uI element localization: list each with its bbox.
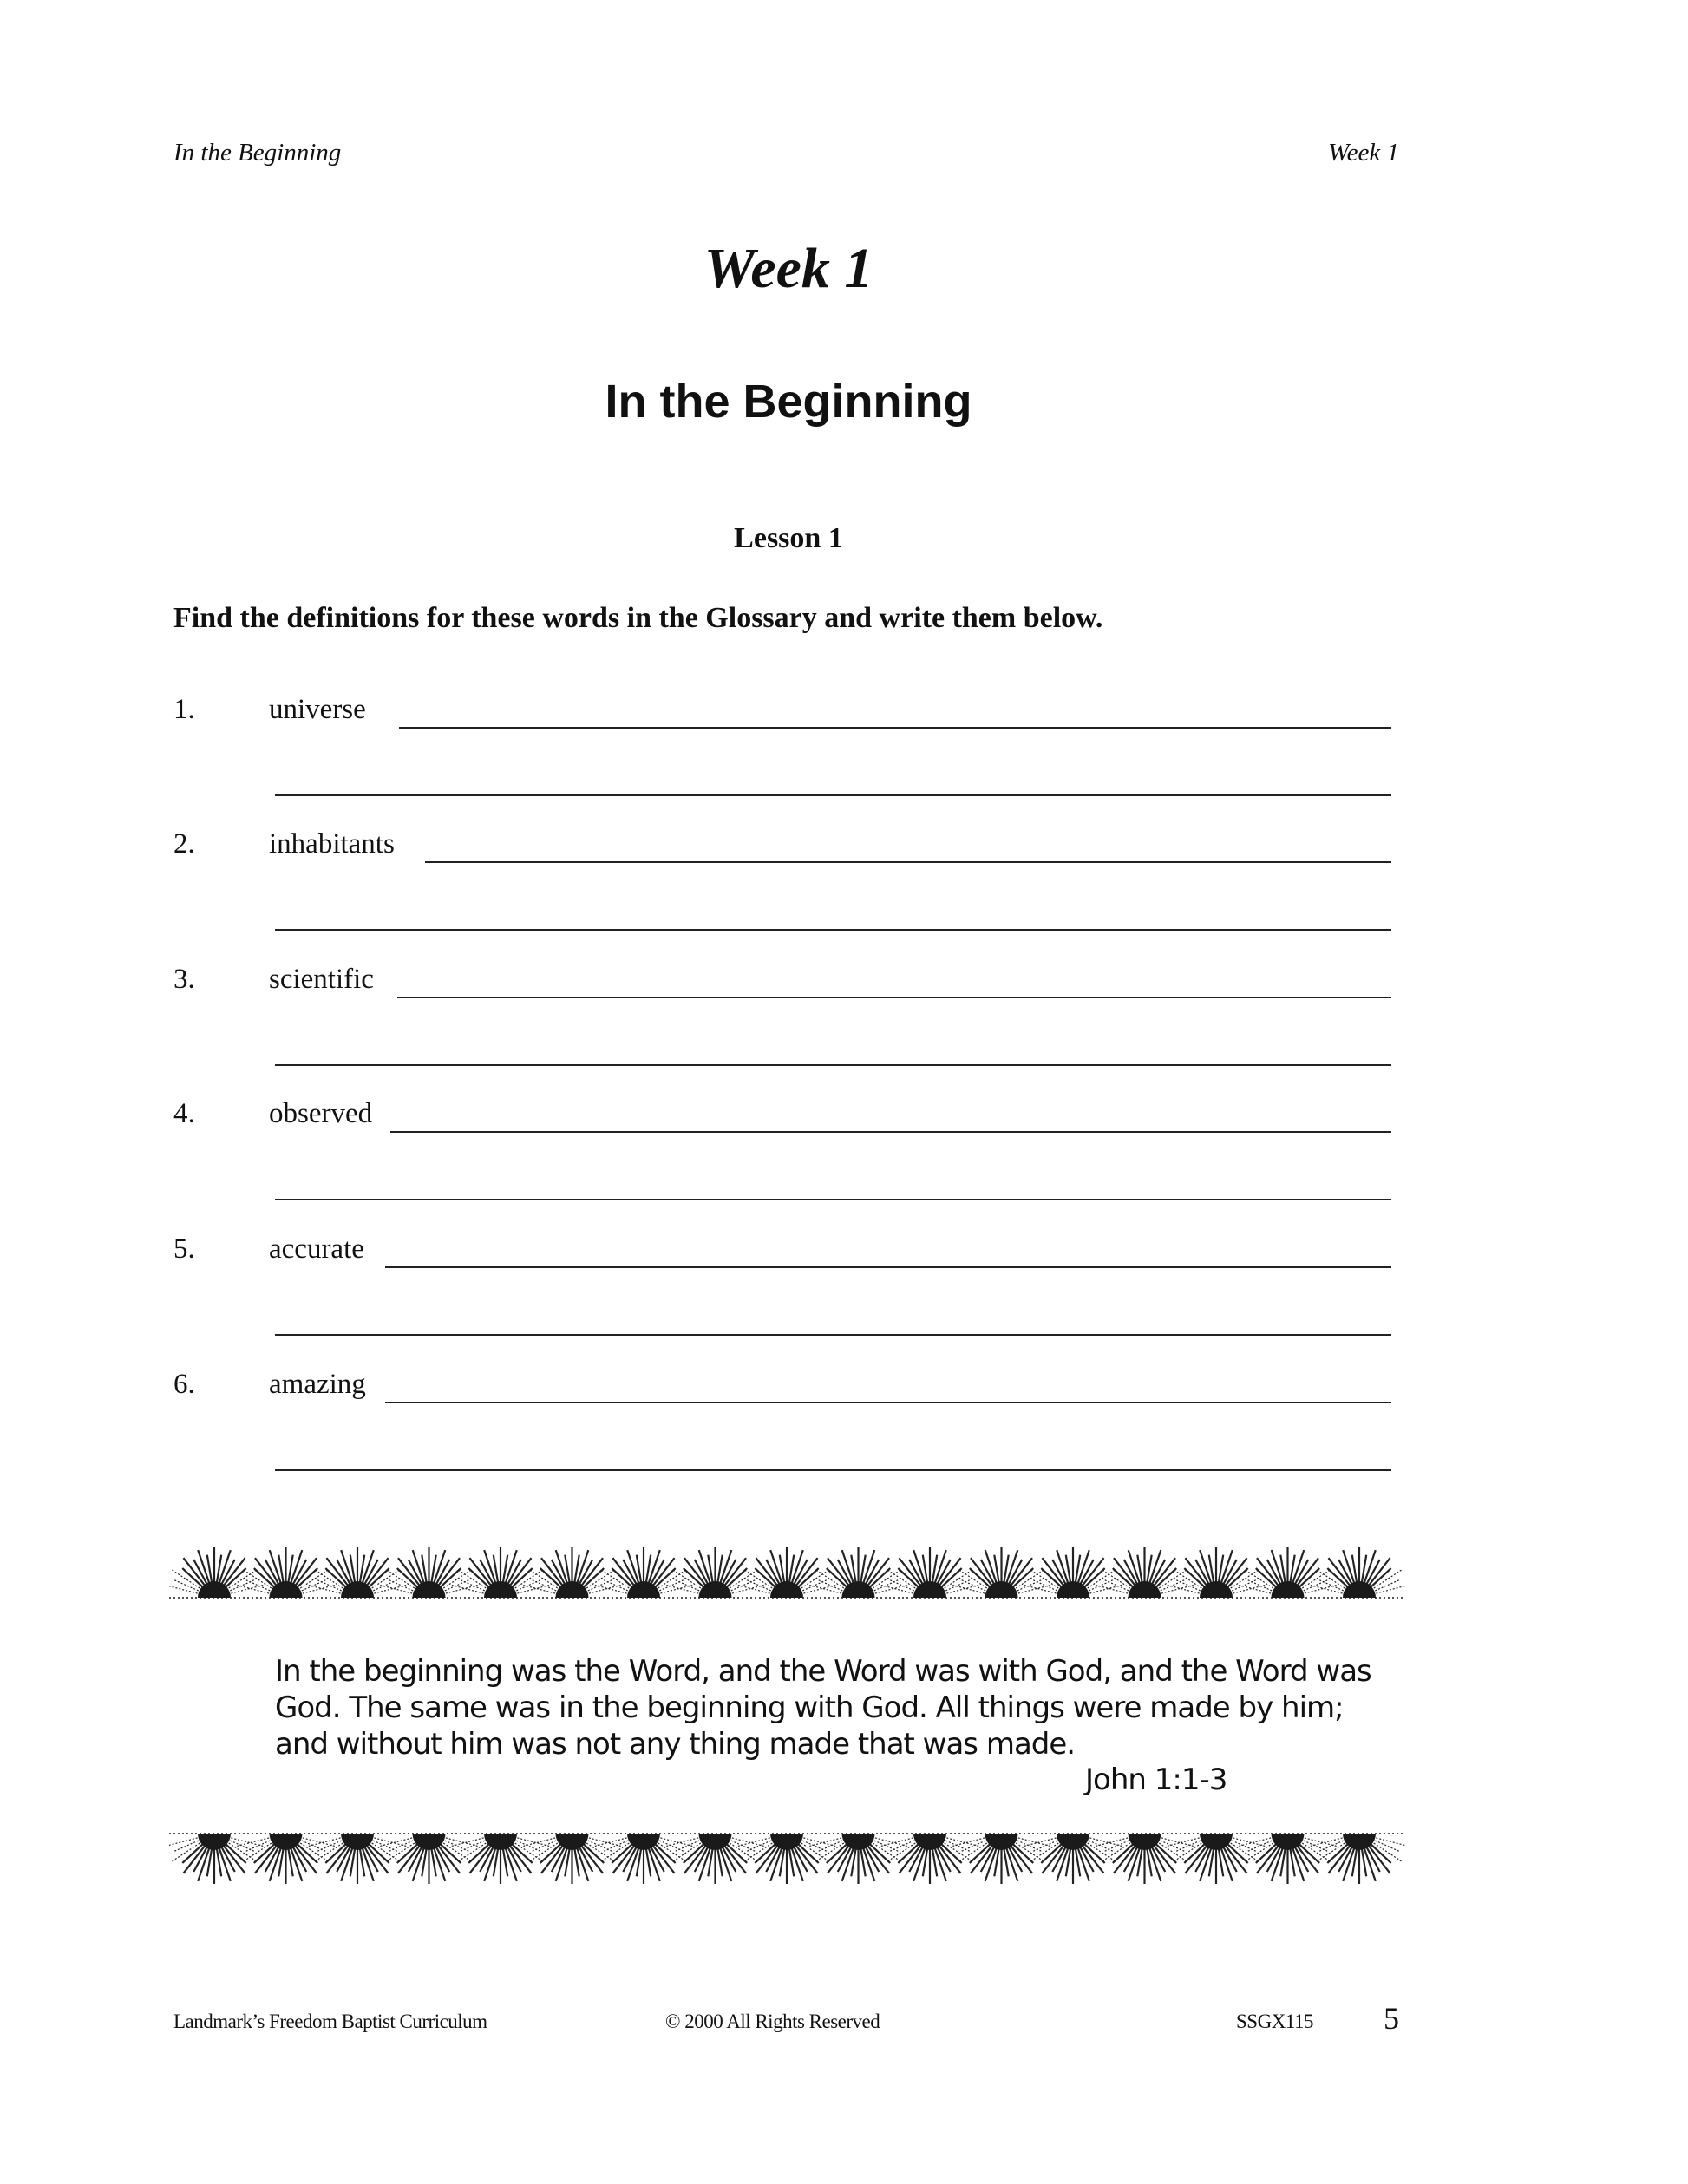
vocabulary-item bbox=[173, 1369, 1391, 1403]
answer-line[interactable] bbox=[399, 727, 1391, 729]
sun-icon bbox=[169, 1547, 263, 1598]
page-number: 5 bbox=[1384, 2001, 1399, 2036]
page-title: Week 1 bbox=[703, 237, 873, 300]
vocabulary-item bbox=[173, 694, 1391, 729]
verse-reference: John 1:1-3 bbox=[1085, 1762, 1227, 1797]
sunburst-border-top bbox=[169, 1544, 1405, 1599]
vocabulary-item bbox=[173, 964, 1391, 998]
answer-line[interactable] bbox=[275, 1199, 1391, 1200]
item-number: 6. bbox=[173, 1369, 195, 1400]
sun-icon bbox=[169, 1834, 263, 1884]
running-header-title: In the Beginning bbox=[173, 139, 342, 167]
answer-line[interactable] bbox=[385, 1266, 1391, 1268]
vocabulary-word: amazing bbox=[269, 1369, 366, 1400]
running-header-week: Week 1 bbox=[1328, 139, 1399, 167]
vocabulary-word: inhabitants bbox=[269, 828, 395, 860]
vocabulary-word: scientific bbox=[269, 964, 374, 995]
verse-line: In the beginning was the Word, and the Word was with God, and the Word was bbox=[275, 1654, 1371, 1689]
vocabulary-word: accurate bbox=[269, 1233, 364, 1265]
vocabulary-item bbox=[173, 828, 1391, 863]
item-number: 1. bbox=[173, 694, 195, 725]
verse-line: God. The same was in the beginning with God. All things were made by him; bbox=[275, 1690, 1344, 1725]
vocabulary-word: universe bbox=[269, 694, 366, 725]
lesson-heading: Lesson 1 bbox=[734, 522, 843, 554]
sun-icon bbox=[1311, 1547, 1405, 1598]
instructions: Find the definitions for these words in the Glossary and write them below. bbox=[173, 602, 1103, 634]
vocabulary-item bbox=[173, 1098, 1391, 1133]
verse-line: and without him was not any thing made that was made. bbox=[275, 1727, 1076, 1762]
scripture-verse bbox=[275, 1653, 1371, 1762]
item-number: 4. bbox=[173, 1098, 195, 1129]
answer-line[interactable] bbox=[397, 997, 1391, 998]
answer-line[interactable] bbox=[275, 794, 1391, 796]
answer-line[interactable] bbox=[390, 1131, 1391, 1133]
vocabulary-word: observed bbox=[269, 1098, 373, 1129]
lesson-subtitle: In the Beginning bbox=[605, 376, 972, 428]
answer-line[interactable] bbox=[275, 929, 1391, 931]
item-number: 3. bbox=[173, 964, 195, 995]
footer-copyright: © 2000 All Rights Reserved bbox=[665, 2011, 880, 2032]
footer-code: SSGX115 bbox=[1236, 2011, 1313, 2032]
footer-publisher: Landmark’s Freedom Baptist Curriculum bbox=[173, 2011, 487, 2032]
answer-line[interactable] bbox=[425, 861, 1391, 863]
answer-line[interactable] bbox=[275, 1064, 1391, 1066]
answer-line[interactable] bbox=[275, 1334, 1391, 1336]
item-number: 5. bbox=[173, 1233, 195, 1265]
sunburst-border-bottom bbox=[169, 1832, 1405, 1887]
vocabulary-item bbox=[173, 1233, 1391, 1268]
item-number: 2. bbox=[173, 828, 195, 860]
answer-line[interactable] bbox=[275, 1469, 1391, 1471]
answer-line[interactable] bbox=[385, 1402, 1391, 1403]
sun-icon bbox=[1311, 1834, 1405, 1884]
